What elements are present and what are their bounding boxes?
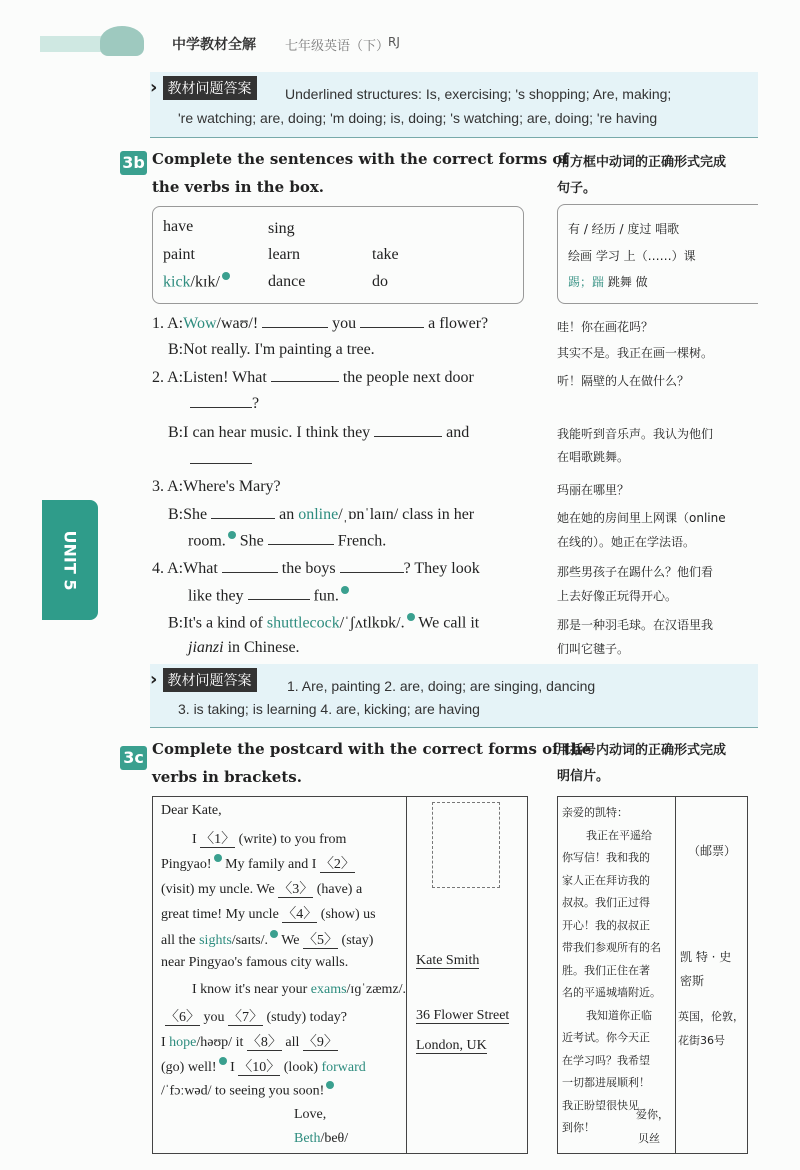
answer-blank[interactable]: 〈8〉: [246, 1035, 282, 1050]
cn-trans-3: 听！隔壁的人在做什么？: [557, 374, 690, 388]
q-text: Not really. I'm painting a tree.: [183, 341, 375, 358]
cn-pc-line: 带我们参观所有的名: [562, 941, 661, 954]
answer-blank[interactable]: [248, 586, 310, 600]
q2-a-line2: [190, 394, 259, 413]
section-3b-instruction: [152, 145, 569, 201]
vocab-word: kick: [163, 273, 191, 291]
q-text: She: [239, 532, 264, 550]
unit-tab-label: UNIT 5: [60, 530, 80, 590]
pc-text: all: [285, 1035, 300, 1050]
speaker-label: B:: [168, 614, 184, 632]
answer-blank[interactable]: 〈9〉: [302, 1035, 338, 1050]
cn-trans-8a: 那是一种羽毛球。在汉语里我: [557, 618, 714, 632]
q1-b-line: [168, 341, 375, 359]
cn-postcard-divider: [675, 796, 676, 1154]
q4-a-line2: [188, 586, 349, 605]
book-logo-icon: [100, 26, 144, 56]
book-subtitle: 七年级英语（下）: [285, 39, 390, 54]
audio-dot-icon: [407, 613, 415, 621]
answer-blank[interactable]: 〈2〉: [319, 857, 355, 872]
pc-line-5: [161, 903, 376, 923]
cn-word-row2: 绘画 学习 上（……）课: [568, 249, 696, 263]
pc-line-3: [161, 853, 355, 873]
audio-dot-icon: [214, 854, 222, 862]
cn-pc-line: 家人正在拜访我的: [562, 873, 650, 887]
q-text: the boys: [281, 560, 336, 577]
pc-text: I: [230, 1060, 235, 1075]
word-take: take: [372, 246, 399, 263]
pc-line-10: [161, 1031, 338, 1051]
q-text: ? They look: [403, 560, 480, 577]
audio-dot-icon: [326, 1081, 334, 1089]
answer-blank[interactable]: [360, 314, 424, 328]
pc-love: Love,: [294, 1107, 327, 1122]
phonetic: /ˈfɔːwəd/: [161, 1083, 212, 1099]
q-text: We call it: [418, 614, 480, 632]
pc-text: I: [161, 1035, 166, 1050]
pc-text: (stay): [341, 933, 374, 948]
pc-line-9: [165, 1006, 347, 1026]
pc-signature: [294, 1131, 348, 1147]
word-sing: sing: [268, 220, 295, 237]
section-3c-instruction: [152, 735, 591, 791]
answer-blank[interactable]: 〈1〉: [200, 832, 236, 847]
answer-blank[interactable]: 〈5〉: [303, 933, 339, 948]
answer-blank[interactable]: 〈7〉: [228, 1010, 263, 1025]
q-text: fun.: [313, 587, 339, 605]
pc-text: (go) well!: [161, 1060, 217, 1075]
answer-label: 教材问题答案: [163, 668, 257, 692]
q2-a-line: [152, 368, 474, 387]
q-text: Listen! What: [183, 369, 267, 386]
cn-pc-line: 名的平遥城墙附近。: [562, 986, 661, 999]
cn-pc-line: 一切都进展顺利！: [562, 1076, 650, 1089]
phonetic: /kɪk/: [190, 273, 220, 291]
audio-dot-icon: [341, 586, 349, 594]
speaker-label: B:: [168, 424, 184, 441]
q-text: I can hear music. I think they: [183, 424, 371, 441]
instr-line: Complete the sentences with the correct forms of: [152, 150, 569, 168]
answer-2-line1: 1. Are, painting 2. are, doing; are singing, dancing: [287, 678, 596, 694]
cn-trans-5: 玛丽在哪里？: [557, 483, 630, 497]
q-number: 1. A:: [152, 315, 184, 332]
vocab-word: Wow: [183, 315, 217, 332]
answer-2-line2: 3. is taking; is learning 4. are, kicking; are having: [178, 701, 480, 717]
cn-word-row3: [568, 273, 648, 290]
cn-pc-line: 近考试。你今天正: [562, 1031, 650, 1044]
chevron-right-icon: ›: [150, 77, 158, 98]
instr-line: the verbs in the box.: [152, 178, 325, 196]
pc-line-6: [161, 929, 373, 949]
cn-trans-6a: 她在她的房间里上网课（online: [557, 511, 726, 525]
edition-tag: RJ: [388, 35, 400, 49]
section-badge-3b: 3b: [120, 151, 147, 175]
q-text: It's a kind of: [183, 614, 263, 632]
q-text: a flower?: [428, 315, 489, 332]
pc-line-12: [161, 1081, 334, 1100]
q-text: class in her: [402, 506, 475, 523]
cn-word-row1: 有 / 经历 / 度过 唱歌: [568, 222, 680, 236]
postcard-divider: [406, 796, 407, 1154]
q2-b-line2: [190, 450, 252, 469]
q-text: Where's Mary?: [183, 478, 281, 495]
answer-box-2-header: [150, 668, 257, 692]
pc-line-2: [192, 828, 346, 848]
pc-text: great time! My uncle: [161, 907, 279, 922]
answer-blank[interactable]: [271, 368, 339, 382]
answer-box-1-header: [150, 76, 257, 100]
cn-address-1: 英国，伦敦，: [678, 1010, 744, 1023]
cn-trans-6b: 在线的）。她正在学法语。: [557, 535, 696, 549]
address-street: [416, 1008, 509, 1024]
cn-postcard-text: [562, 802, 661, 1140]
q-text: room.: [188, 532, 226, 550]
answer-blank[interactable]: [262, 314, 328, 328]
vocab-word: exams: [310, 982, 347, 997]
q-number: 2. A:: [152, 369, 184, 386]
cn-address-name2: 密斯: [680, 974, 705, 988]
phonetic: /saɪts/.: [231, 933, 268, 948]
address-line: London, UK: [416, 1038, 487, 1053]
answer-blank[interactable]: 〈4〉: [282, 907, 318, 922]
pc-text: (show) us: [320, 907, 376, 922]
cn-pc-love: 爱你，: [636, 1108, 669, 1121]
q-text: in Chinese.: [227, 639, 300, 656]
answer-1-line1: Underlined structures: Is, exercising; 's shopping; Are, making;: [285, 86, 672, 102]
pc-text: (visit) my uncle. We: [161, 882, 275, 897]
q4-b-line: [168, 613, 479, 632]
q-text: jianzi: [188, 639, 224, 656]
phonetic: /ˌɒnˈlaɪn/: [338, 506, 399, 523]
pc-text: We: [281, 933, 300, 948]
word-paint: paint: [163, 246, 195, 263]
book-title: 中学教材全解: [172, 37, 256, 53]
cn-trans-8b: 们叫它毽子。: [557, 642, 630, 656]
phonetic: /ˈʃʌtlkɒk/.: [339, 614, 405, 632]
cn-pc-line: 胜。我们正住在著: [562, 963, 650, 977]
q-text: you: [332, 315, 357, 332]
pc-text: to seeing you soon!: [215, 1083, 325, 1099]
address-city: [416, 1038, 487, 1054]
answer-blank[interactable]: [190, 394, 252, 408]
pc-line-4: [161, 878, 362, 898]
q-text: an: [279, 506, 295, 523]
q3-b-line2: [188, 531, 386, 550]
speaker-label: B:: [168, 341, 184, 358]
stamp-box: [432, 802, 500, 888]
word-do: do: [372, 273, 388, 290]
word-dance: dance: [268, 273, 306, 290]
cn-line: 用括号内动词的正确形式完成: [557, 743, 727, 758]
answer-blank[interactable]: [374, 423, 442, 437]
pc-text: Pingyao!: [161, 857, 212, 872]
cn-word: 踢；踹: [568, 275, 605, 289]
vocab-word: online: [298, 506, 339, 523]
q-text: the people next door: [342, 369, 474, 386]
answer-blank[interactable]: 〈10〉: [238, 1060, 281, 1075]
vocab-word: hope: [169, 1035, 197, 1050]
pc-text: My family and I: [225, 857, 317, 872]
q-text: She: [183, 506, 208, 523]
vocab-word: shuttlecock: [266, 614, 340, 632]
address-name: [416, 953, 520, 969]
pc-text: (have) a: [316, 882, 363, 897]
q1-a-line: [152, 314, 488, 333]
audio-dot-icon: [219, 1057, 227, 1065]
answer-blank[interactable]: [222, 559, 278, 573]
vocab-word: Beth: [294, 1131, 321, 1146]
cn-address-2: 花街36号: [678, 1034, 725, 1047]
cn-trans-4a: 我能听到音乐声。我认为他们: [557, 427, 714, 441]
section-3b-cn-instruction: [557, 150, 726, 202]
pc-text: you: [203, 1010, 225, 1025]
phonetic: /həʊp/: [196, 1035, 233, 1050]
answer-blank[interactable]: [211, 505, 275, 519]
word-learn: learn: [268, 246, 300, 263]
pc-text: (look): [283, 1060, 318, 1075]
pc-line-11: [161, 1056, 366, 1076]
cn-line: 句子。: [557, 181, 597, 196]
answer-1-line2: 're watching; are, doing; 'm doing; is, doing; 's watching; are, doing; 're having: [178, 110, 658, 126]
answer-blank[interactable]: [268, 531, 334, 545]
answer-blank[interactable]: 〈6〉: [165, 1010, 200, 1025]
speaker-label: B:: [168, 506, 184, 523]
cn-pc-line: 叔叔。我们正过得: [562, 896, 650, 909]
cn-trans-7b: 上去好像正玩得开心。: [557, 589, 678, 603]
audio-dot-icon: [222, 272, 230, 280]
unit-tab[interactable]: [42, 500, 98, 620]
phonetic: /waʊ/!: [216, 315, 259, 332]
pc-text: it: [235, 1035, 244, 1050]
audio-dot-icon: [228, 531, 236, 539]
vocab-word: sights: [199, 933, 232, 948]
q4-a-line: [152, 559, 480, 578]
answer-blank[interactable]: [340, 559, 404, 573]
q3-b-line: [168, 505, 474, 524]
address-line: Kate Smith: [416, 953, 480, 968]
pc-text: I: [192, 832, 197, 847]
cn-pc-line: 在学习吗？我希望: [562, 1053, 650, 1067]
phonetic: /beθ/: [320, 1131, 349, 1146]
cn-trans-1: 哇！你在画花吗？: [557, 320, 654, 334]
q3-a-line: [152, 478, 281, 496]
section-badge-3c: 3c: [120, 746, 147, 770]
cn-pc-signature: 贝丝: [638, 1132, 660, 1145]
pc-text: (write) to you from: [238, 832, 347, 847]
cn-pc-line: 我正在平遥给: [586, 828, 652, 842]
q-text: What: [183, 560, 218, 577]
cn-line: 明信片。: [557, 769, 610, 784]
pc-text: (study) today?: [266, 1010, 347, 1025]
cn-trans-4b: 在唱歌跳舞。: [557, 450, 630, 464]
answer-blank[interactable]: [190, 450, 252, 464]
q-number: 4. A:: [152, 560, 184, 577]
q2-b-line: [168, 423, 469, 442]
vocab-word: forward: [321, 1060, 366, 1075]
cn-line: 用方框中动词的正确形式完成: [557, 155, 727, 170]
q4-b-line2: [188, 639, 300, 657]
answer-label: 教材问题答案: [163, 76, 257, 100]
cn-stamp-label: （邮票）: [688, 844, 737, 858]
cn-pc-line: 我知道你正临: [586, 1008, 652, 1022]
phonetic: /ɪɡˈzæmz/.: [346, 982, 407, 997]
pc-text: I know it's near your: [192, 982, 308, 997]
cn-pc-line: 开心！我的叔叔正: [562, 918, 650, 932]
cn-trans-2: 其实不是。我正在画一棵树。: [557, 346, 714, 360]
audio-dot-icon: [270, 930, 278, 938]
instr-line: verbs in brackets.: [152, 768, 302, 786]
pc-line-8: [192, 982, 406, 998]
cn-pc-line: 到你！: [562, 1121, 595, 1134]
address-line: 36 Flower Street: [416, 1008, 510, 1023]
answer-blank[interactable]: 〈3〉: [278, 882, 314, 897]
pc-line-7: near Pingyao's famous city walls.: [161, 955, 349, 970]
cn-pc-line: 亲爱的凯特：: [562, 806, 628, 819]
pc-text: all the: [161, 933, 196, 948]
q-text: French.: [337, 532, 387, 550]
instr-line: Complete the postcard with the correct forms of the: [152, 740, 592, 758]
cn-pc-line: 你写信！我和我的: [562, 851, 650, 864]
word-kick: [163, 272, 230, 291]
q-text: like they: [188, 587, 244, 605]
cn-pc-line: 我正盼望很快见: [562, 1098, 639, 1112]
word-have: have: [163, 218, 194, 235]
chevron-right-icon: ›: [150, 669, 158, 690]
q-text: and: [446, 424, 470, 441]
cn-word: 跳舞 做: [607, 275, 648, 289]
pc-line-1: Dear Kate,: [161, 803, 222, 818]
q-text: ?: [252, 395, 260, 412]
cn-address-name1: 凯 特 · 史: [680, 950, 732, 964]
q-number: 3. A:: [152, 478, 184, 495]
section-3c-cn-instruction: [557, 738, 726, 790]
cn-trans-7a: 那些男孩子在踢什么？他们看: [557, 565, 714, 579]
